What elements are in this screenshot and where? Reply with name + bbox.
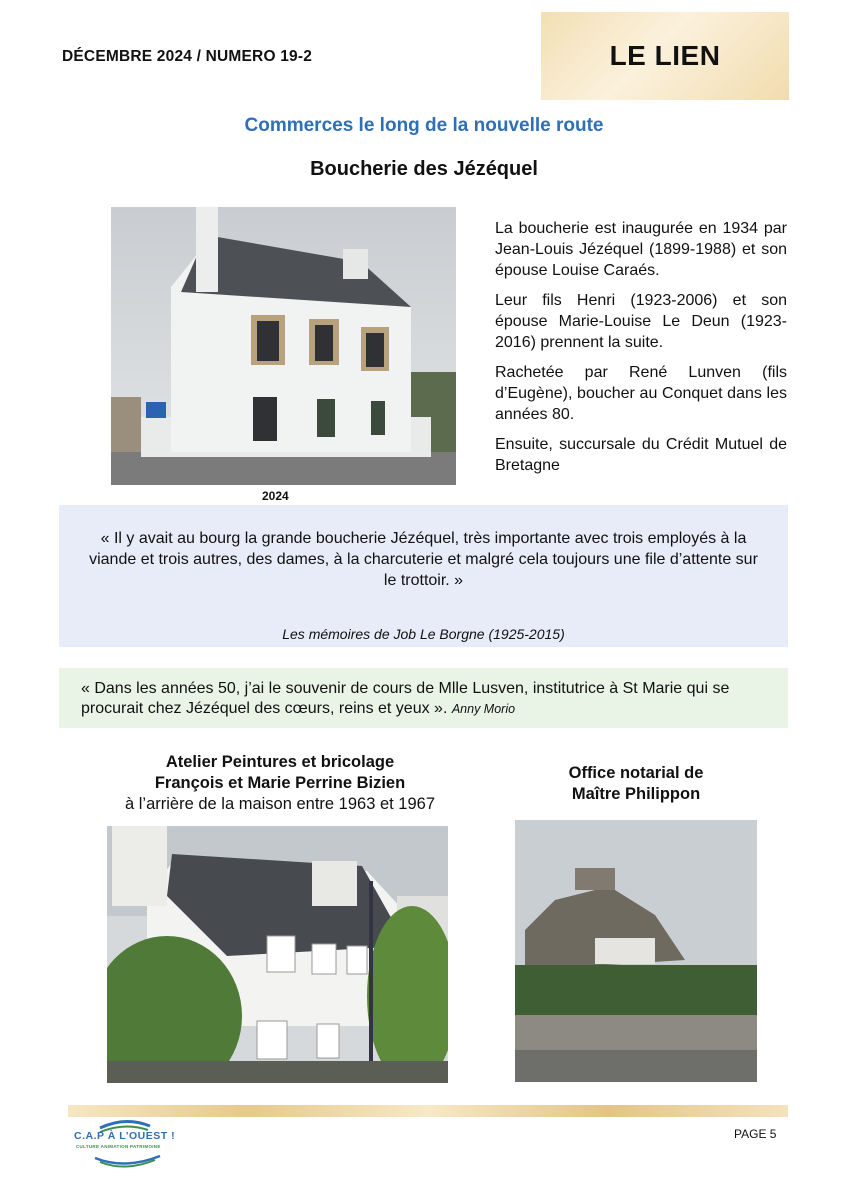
atelier-heading [70,752,490,815]
atelier-house-illustration [107,826,448,1083]
paragraph-3: Rachetée par René Lunven (fils d’Eugène), boucher au Conquet dans les années 80. [495,364,787,423]
paragraph-4: Ensuite, succursale du Crédit Mutuel de Bretagne [495,436,787,474]
notary-office-illustration [515,820,757,1082]
article-title: Boucherie des Jézéquel [310,158,538,180]
brand-box [541,12,789,100]
memory-box [59,668,788,728]
memory-author: Anny Morio [451,702,516,716]
brand-title: LE LIEN [609,40,721,71]
page-number: PAGE 5 [734,1127,777,1141]
notaire-title-line1: Office notarial de [568,764,704,782]
issue-date: DÉCEMBRE 2024 / NUMERO 19-2 [62,48,313,65]
logo-name: C.A.P À L’OUEST ! [74,1130,176,1142]
paragraph-2: Leur fils Henri (1923-2006) et son épouse Marie-Louise Le Deun (1923-2016) prennent la suite. [495,292,787,351]
memory-text: « Dans les années 50, j’ai le souvenir de cours de Mlle Lusven, institutrice à St Marie qui se procurait chez Jézéquel des cœurs, reins et yeux ». [81,680,730,717]
butcher-shop-illustration [111,207,456,485]
photo-caption: 2024 [262,489,289,503]
atelier-title-line1: Atelier Peintures et bricolage [165,753,395,771]
atelier-house-photo [107,826,448,1083]
atelier-title-line2: François et Marie Perrine Bizien [154,774,406,792]
quote-text: « Il y avait au bourg la grande boucherie Jézéquel, très importante avec trois employés à la viande et trois autres, des dames, à la charcuterie et malgré cela toujours une file d’attente sur le trottoir. » [89,530,758,589]
memory-text-block [81,679,781,719]
butcher-shop-photo [111,207,456,485]
atelier-title-line3: à l’arrière de la maison entre 1963 et 1967 [124,795,436,813]
quote-source: Les mémoires de Job Le Borgne (1925-2015) [282,626,565,642]
notaire-title-line2: Maître Philippon [571,785,701,803]
paragraph-1: La boucherie est inaugurée en 1934 par Jean-Louis Jézéquel (1899-1988) et son épouse Louise Caraés. [495,220,787,279]
footer-bar [68,1105,788,1117]
notary-office-photo [515,820,757,1082]
cap-a-louest-logo [70,1118,180,1170]
section-title: Commerces le long de la nouvelle route [244,115,604,136]
quote-box [59,505,788,647]
notaire-heading [515,763,757,805]
logo-tagline: CULTURE ANIMATION PATRIMOINE [76,1144,161,1149]
article-body [495,218,787,485]
